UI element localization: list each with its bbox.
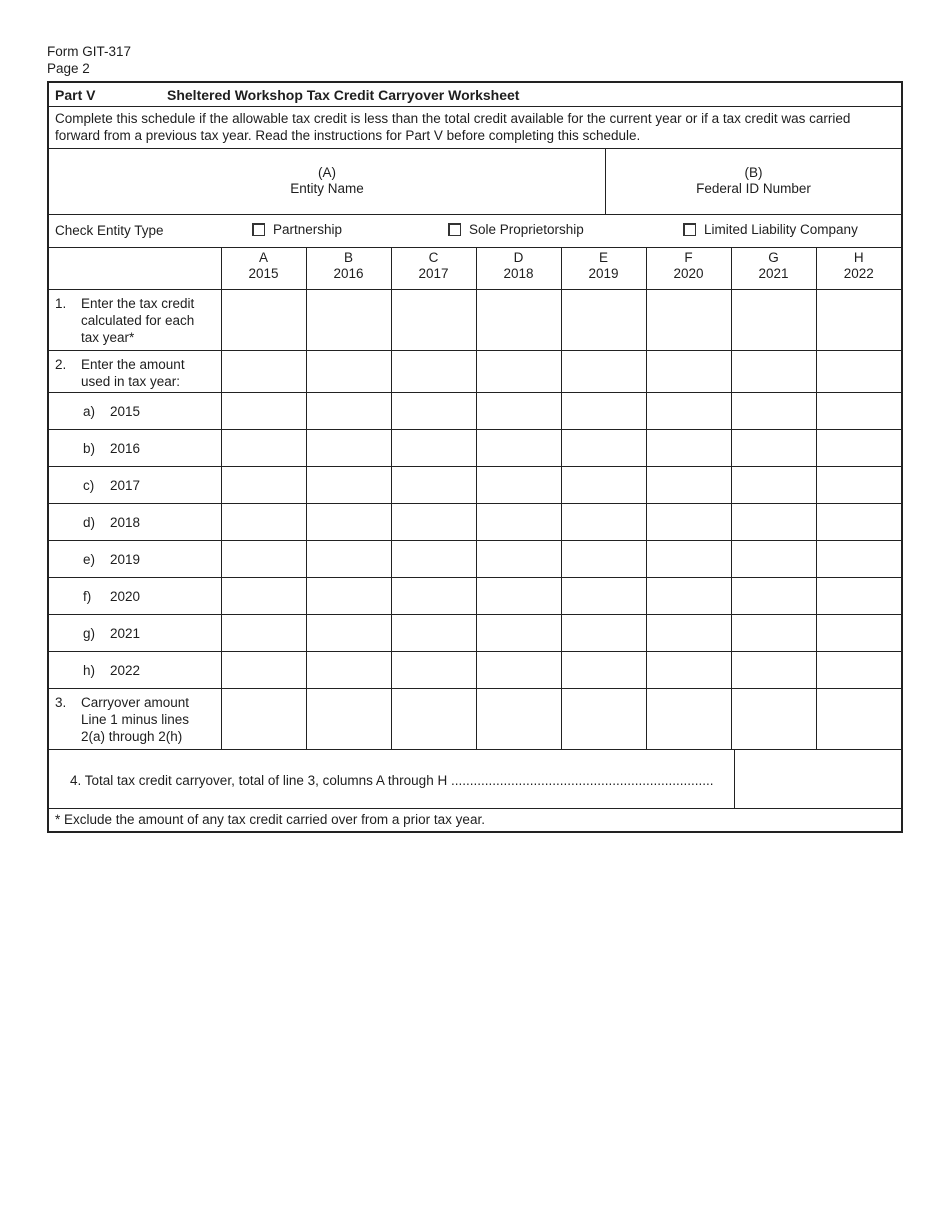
input-cell[interactable]	[731, 577, 816, 614]
input-cell[interactable]	[561, 429, 646, 466]
input-cell[interactable]	[646, 577, 731, 614]
entity-type-row	[49, 215, 901, 248]
column-header-row	[49, 248, 901, 289]
input-cell[interactable]	[816, 614, 901, 651]
column-header: F 2020	[646, 248, 731, 289]
input-cell[interactable]	[646, 392, 731, 429]
form-header	[47, 43, 131, 77]
input-cell[interactable]	[731, 651, 816, 688]
table-row-line-1	[49, 289, 901, 350]
column-header: B 2016	[306, 248, 391, 289]
input-cell[interactable]	[731, 540, 816, 577]
input-cell[interactable]	[391, 651, 476, 688]
llc-option[interactable]	[683, 222, 858, 237]
input-cell[interactable]	[561, 688, 646, 749]
line-2a-label: a) 2015	[49, 392, 221, 429]
input-cell[interactable]	[816, 466, 901, 503]
input-cell[interactable]	[476, 289, 561, 350]
input-cell[interactable]	[391, 466, 476, 503]
input-cell[interactable]	[646, 688, 731, 749]
input-cell[interactable]	[391, 429, 476, 466]
input-cell[interactable]	[816, 540, 901, 577]
input-cell[interactable]	[306, 614, 391, 651]
line-4-label: 4. Total tax credit carryover, total of line 3, columns A through H ......................................................................	[49, 750, 735, 808]
sole-proprietorship-checkbox[interactable]	[448, 223, 461, 236]
input-cell[interactable]	[816, 289, 901, 350]
line-2b-label: b) 2016	[49, 429, 221, 466]
form-number: Form GIT-317	[47, 44, 132, 59]
input-cell[interactable]	[816, 688, 901, 749]
input-cell[interactable]	[731, 614, 816, 651]
input-cell[interactable]	[731, 466, 816, 503]
input-cell[interactable]	[306, 540, 391, 577]
entity-row	[49, 149, 901, 215]
input-cell[interactable]	[731, 392, 816, 429]
line-2e-label: e) 2019	[49, 540, 221, 577]
input-cell[interactable]	[476, 577, 561, 614]
input-cell[interactable]	[221, 688, 306, 749]
footnote: * Exclude the amount of any tax credit carried over from a prior tax year.	[55, 811, 485, 827]
input-cell[interactable]	[306, 577, 391, 614]
part-header	[49, 83, 901, 107]
instructions-text: Complete this schedule if the allowable tax credit is less than the total credit available for the current year or if a tax credit was carried forward from a previous tax year. Read the instructions for Part V before completing this schedule.	[49, 107, 901, 149]
input-cell[interactable]	[221, 429, 306, 466]
federal-id-field[interactable]	[606, 149, 901, 214]
line-2c-label: c) 2017	[49, 466, 221, 503]
input-cell[interactable]	[306, 289, 391, 350]
entity-name-letter: (A)	[318, 165, 336, 180]
input-cell[interactable]	[476, 614, 561, 651]
page-number: Page 2	[47, 61, 90, 76]
input-cell[interactable]	[731, 350, 816, 392]
input-cell[interactable]	[221, 466, 306, 503]
entity-name-label: Entity Name	[290, 181, 364, 196]
input-cell[interactable]	[391, 577, 476, 614]
input-cell[interactable]	[306, 688, 391, 749]
column-header: D 2018	[476, 248, 561, 289]
input-cell[interactable]	[816, 392, 901, 429]
input-cell[interactable]	[476, 540, 561, 577]
input-cell[interactable]	[476, 466, 561, 503]
input-cell[interactable]	[646, 350, 731, 392]
input-cell[interactable]	[561, 540, 646, 577]
input-cell[interactable]	[476, 392, 561, 429]
input-cell[interactable]	[306, 429, 391, 466]
line-2h-label: h) 2022	[49, 651, 221, 688]
input-cell[interactable]	[391, 503, 476, 540]
input-cell[interactable]	[561, 289, 646, 350]
line-4-row	[49, 749, 901, 809]
input-cell[interactable]	[306, 392, 391, 429]
input-cell[interactable]	[561, 651, 646, 688]
input-cell[interactable]	[731, 688, 816, 749]
input-cell[interactable]	[816, 651, 901, 688]
sole-proprietorship-option[interactable]	[448, 222, 584, 237]
column-header: G 2021	[731, 248, 816, 289]
table-row-line-2e	[49, 540, 901, 577]
input-cell[interactable]	[476, 429, 561, 466]
input-cell[interactable]	[221, 651, 306, 688]
table-row-line-2d	[49, 503, 901, 540]
table-row-line-2a	[49, 392, 901, 429]
input-cell[interactable]	[816, 503, 901, 540]
line-2-label: 2. Enter the amount used in tax year:	[49, 350, 221, 392]
input-cell[interactable]	[646, 540, 731, 577]
federal-id-label: Federal ID Number	[696, 181, 811, 196]
line-1-label: 1. Enter the tax credit calculated for each tax year*	[49, 289, 221, 350]
input-cell[interactable]	[561, 614, 646, 651]
line-2f-label: f) 2020	[49, 577, 221, 614]
corner-cell	[49, 248, 221, 289]
partnership-checkbox[interactable]	[252, 223, 265, 236]
partnership-label: Partnership	[273, 222, 343, 237]
input-cell[interactable]	[476, 688, 561, 749]
input-cell[interactable]	[221, 392, 306, 429]
input-cell[interactable]	[306, 651, 391, 688]
table-row-line-2c	[49, 466, 901, 503]
llc-label: Limited Liability Company	[704, 222, 858, 237]
part-label: Part V	[55, 87, 96, 103]
federal-id-letter: (B)	[744, 165, 763, 180]
llc-checkbox[interactable]	[683, 223, 696, 236]
input-cell[interactable]	[391, 350, 476, 392]
input-cell[interactable]	[646, 466, 731, 503]
input-cell[interactable]	[731, 503, 816, 540]
carryover-table	[49, 248, 901, 750]
table-row-line-2g	[49, 614, 901, 651]
input-cell[interactable]	[561, 503, 646, 540]
line-2d-label: d) 2018	[49, 503, 221, 540]
input-cell[interactable]	[561, 466, 646, 503]
partnership-option[interactable]	[252, 222, 342, 237]
input-cell[interactable]	[391, 289, 476, 350]
part-title: Sheltered Workshop Tax Credit Carryover Worksheet	[167, 87, 520, 103]
input-cell[interactable]	[561, 392, 646, 429]
input-cell[interactable]	[646, 429, 731, 466]
column-header: H 2022	[816, 248, 901, 289]
input-cell[interactable]	[476, 651, 561, 688]
input-cell[interactable]	[476, 503, 561, 540]
column-header: A 2015	[221, 248, 306, 289]
input-cell[interactable]	[646, 503, 731, 540]
input-cell[interactable]	[561, 350, 646, 392]
line-3-label: 3. Carryover amount Line 1 minus lines 2(a) through 2(h)	[49, 688, 221, 749]
input-cell[interactable]	[816, 429, 901, 466]
column-header: C 2017	[391, 248, 476, 289]
line-2g-label: g) 2021	[49, 614, 221, 651]
sole-proprietorship-label: Sole Proprietorship	[469, 222, 584, 237]
input-cell[interactable]	[306, 503, 391, 540]
input-cell[interactable]	[816, 577, 901, 614]
input-cell[interactable]	[221, 540, 306, 577]
input-cell[interactable]	[391, 540, 476, 577]
entity-name-field[interactable]	[49, 149, 606, 214]
input-cell[interactable]	[221, 503, 306, 540]
line-4-total-field[interactable]	[735, 750, 901, 808]
input-cell[interactable]	[646, 651, 731, 688]
input-cell[interactable]	[306, 350, 391, 392]
table-row-line-2b	[49, 429, 901, 466]
input-cell[interactable]	[646, 289, 731, 350]
table-row-line-2h	[49, 651, 901, 688]
table-row-line-2	[49, 350, 901, 392]
input-cell[interactable]	[646, 614, 731, 651]
input-cell[interactable]	[391, 614, 476, 651]
input-cell[interactable]	[221, 289, 306, 350]
input-cell[interactable]	[731, 289, 816, 350]
input-cell[interactable]	[221, 577, 306, 614]
entity-type-label: Check Entity Type	[55, 223, 164, 238]
input-cell[interactable]	[221, 614, 306, 651]
input-cell[interactable]	[731, 429, 816, 466]
input-cell[interactable]	[306, 466, 391, 503]
column-header: E 2019	[561, 248, 646, 289]
input-cell[interactable]	[816, 350, 901, 392]
input-cell[interactable]	[476, 350, 561, 392]
input-cell[interactable]	[391, 688, 476, 749]
worksheet-frame	[47, 81, 903, 833]
input-cell[interactable]	[391, 392, 476, 429]
input-cell[interactable]	[561, 577, 646, 614]
table-row-line-2f	[49, 577, 901, 614]
input-cell[interactable]	[221, 350, 306, 392]
table-row-line-3	[49, 688, 901, 749]
